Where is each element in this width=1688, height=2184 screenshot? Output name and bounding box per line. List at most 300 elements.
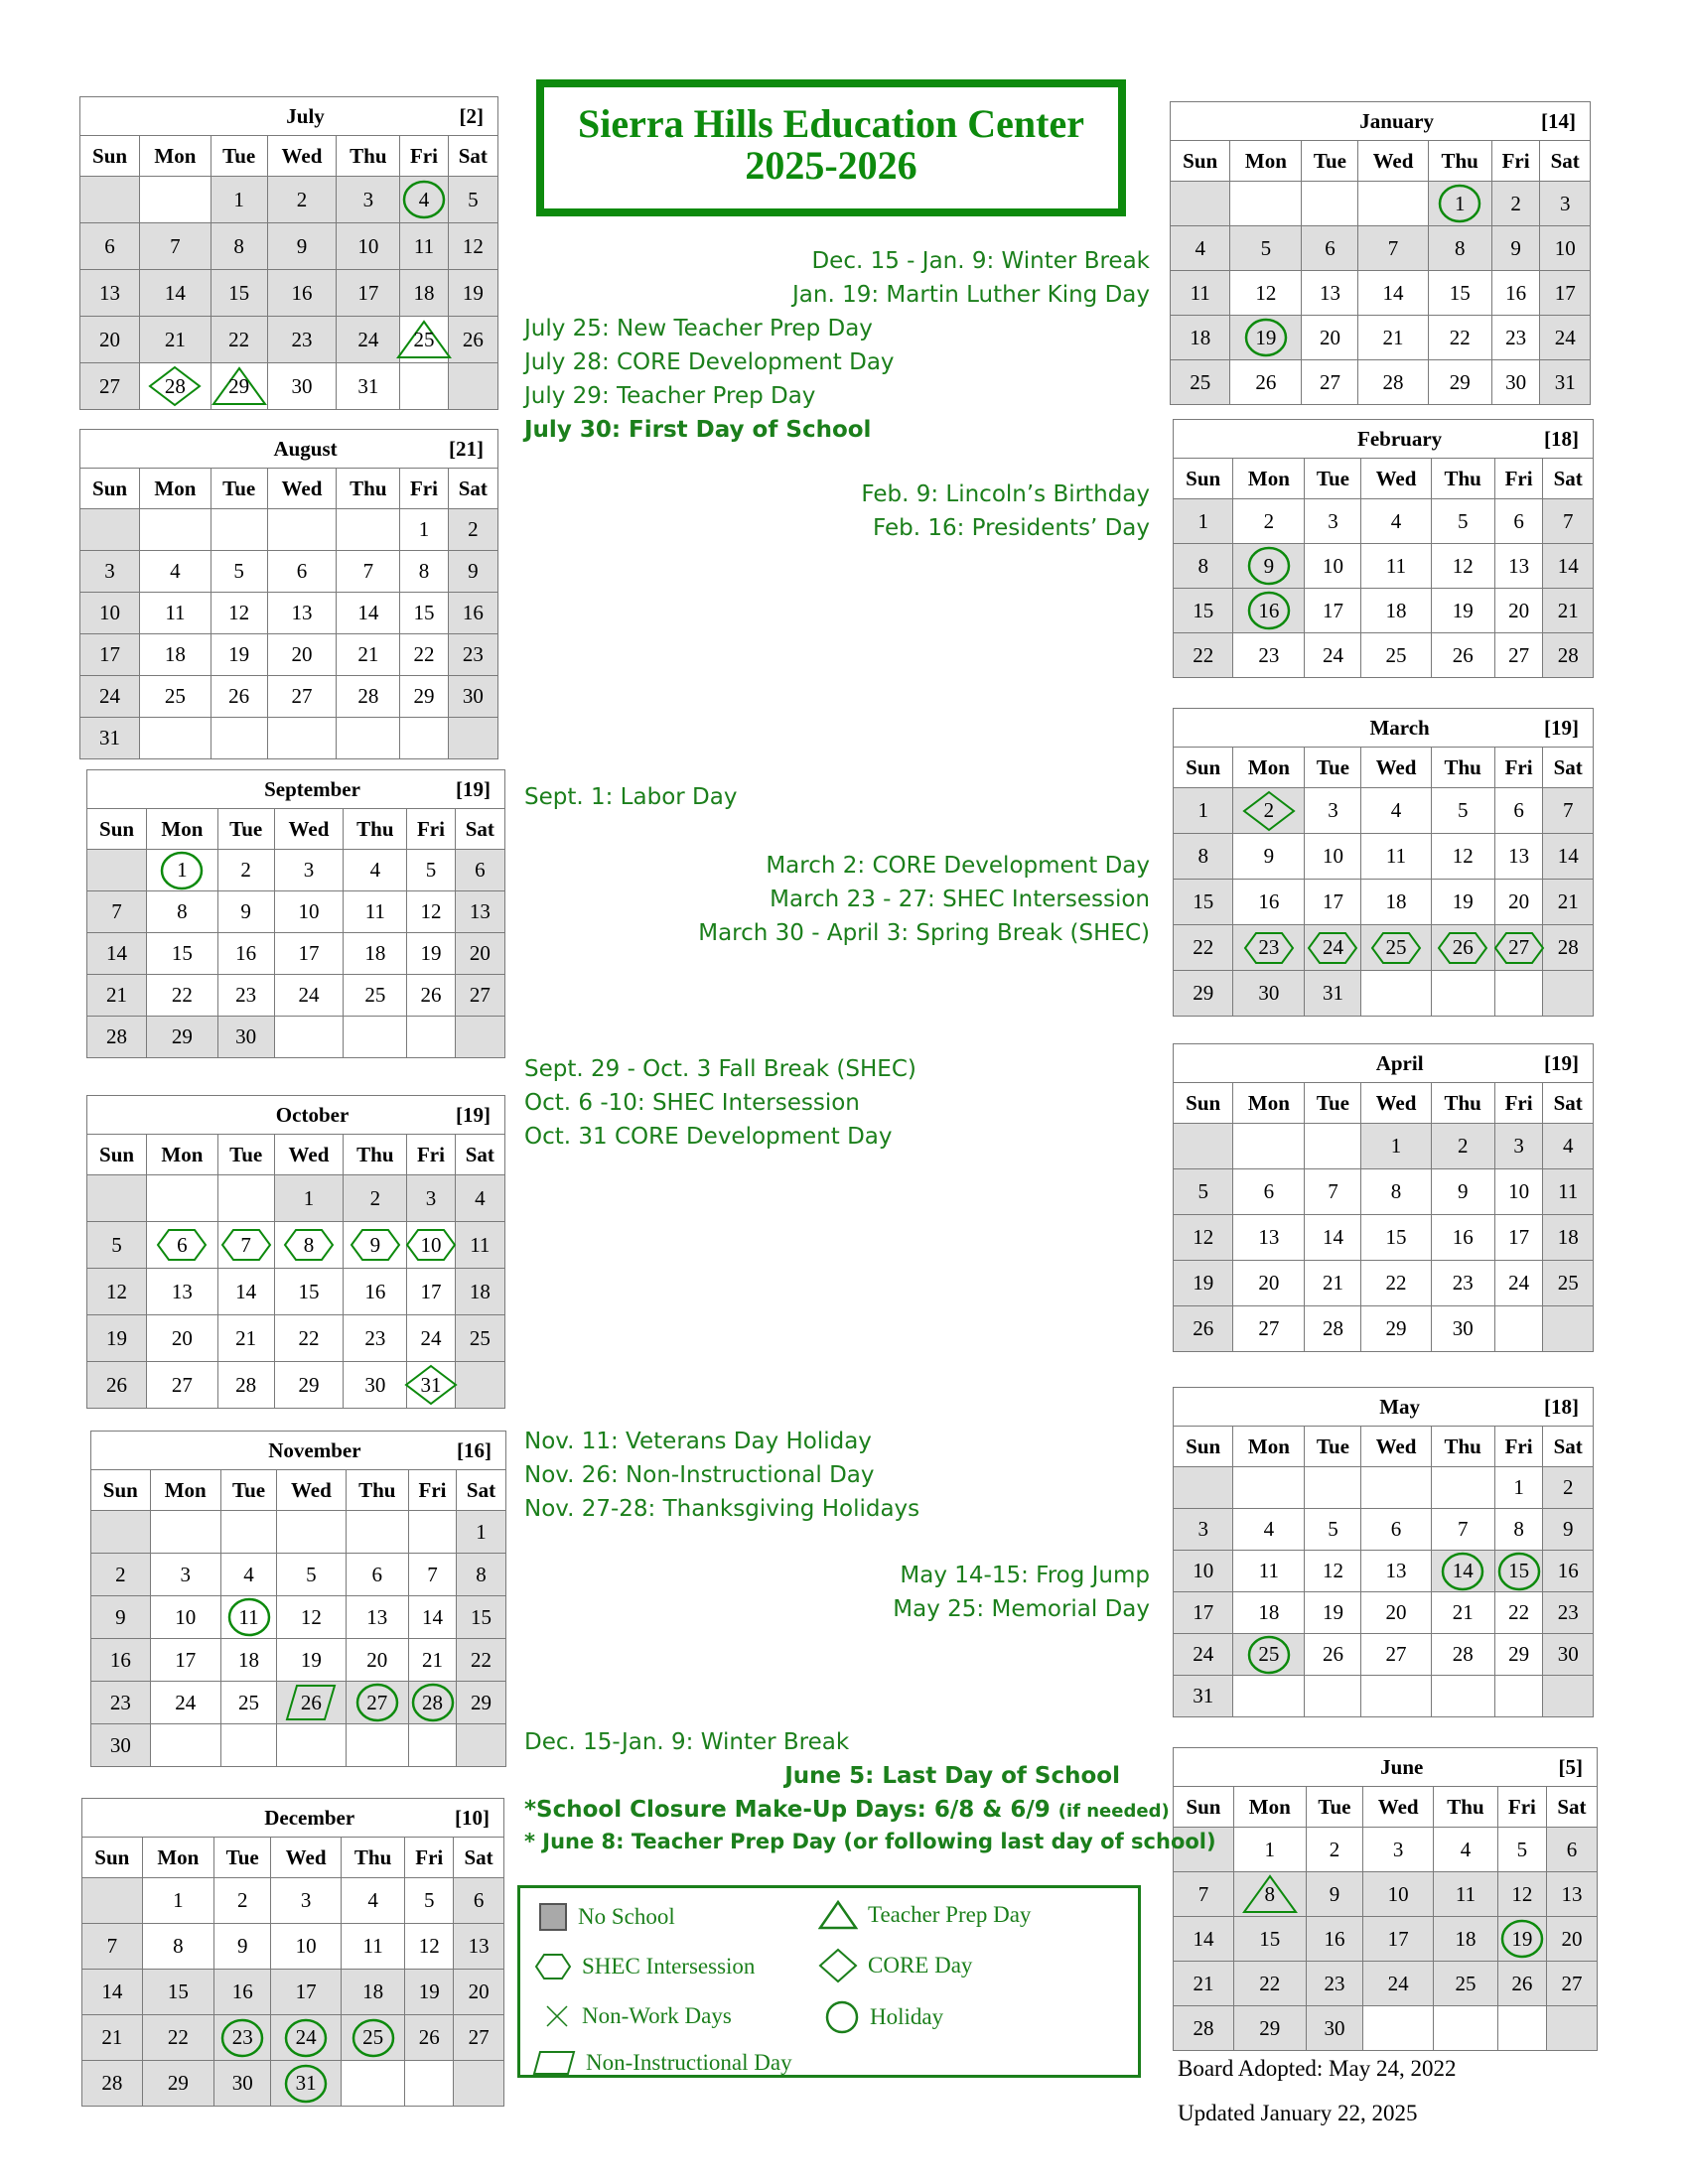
day-cell — [1233, 788, 1305, 834]
day-cell — [91, 1554, 151, 1596]
day-number: 22 — [1193, 642, 1214, 667]
day-number: 28 — [1193, 2015, 1214, 2040]
day-cell — [1305, 971, 1361, 1017]
day-cell — [1494, 1261, 1543, 1306]
day-cell — [337, 223, 400, 270]
empty-cell — [211, 718, 267, 759]
day-cell — [409, 1682, 457, 1724]
day-number: 12 — [1255, 280, 1277, 305]
month-day-count: [21] — [400, 430, 498, 469]
day-number: 28 — [1452, 1642, 1474, 1666]
day-number: 28 — [1557, 642, 1579, 667]
day-number: 18 — [1455, 1926, 1477, 1951]
month-day-count: [2] — [400, 97, 498, 136]
day-number: 18 — [364, 941, 386, 965]
calendar-may — [1173, 1387, 1594, 1717]
empty-cell — [409, 1724, 457, 1767]
day-number: 11 — [1190, 280, 1210, 305]
empty-cell — [267, 718, 337, 759]
weekday-header: Tue — [220, 1470, 276, 1511]
day-cell — [341, 1924, 405, 1970]
day-cell — [1491, 271, 1540, 316]
empty-cell — [1546, 2006, 1597, 2051]
day-number: 2 — [1263, 798, 1275, 822]
day-cell — [1361, 1551, 1431, 1592]
day-cell — [1361, 1124, 1431, 1169]
day-cell — [91, 1682, 151, 1724]
day-cell — [277, 1596, 346, 1639]
day-cell — [344, 1269, 407, 1315]
day-number: 9 — [1562, 1517, 1574, 1541]
day-cell — [1494, 880, 1543, 925]
day-number: 5 — [1328, 1517, 1338, 1541]
day-cell — [1233, 1551, 1305, 1592]
empty-cell — [80, 509, 140, 551]
month-day-count: [14] — [1491, 102, 1590, 141]
day-number: 26 — [1511, 1971, 1533, 1995]
day-cell — [455, 1175, 504, 1222]
day-number: 4 — [475, 1185, 486, 1210]
day-cell — [80, 593, 140, 634]
day-cell — [1431, 544, 1494, 589]
day-number: 26 — [300, 1690, 322, 1714]
day-number: 23 — [1324, 1971, 1345, 1995]
day-cell — [454, 2015, 504, 2061]
day-number: 5 — [1516, 1837, 1528, 1861]
day-number: 17 — [99, 642, 121, 666]
day-number: 27 — [1385, 1642, 1407, 1666]
day-number: 19 — [1193, 1271, 1214, 1295]
day-number: 17 — [175, 1647, 197, 1672]
day-number: 1 — [233, 187, 244, 211]
weekday-header: Mon — [1230, 141, 1302, 182]
day-cell — [147, 1017, 218, 1058]
day-number: 6 — [296, 559, 308, 583]
day-number: 16 — [291, 280, 313, 305]
day-cell — [1233, 1261, 1305, 1306]
day-number: 22 — [413, 642, 435, 666]
weekday-header: Mon — [140, 136, 211, 177]
day-number: 12 — [418, 1934, 440, 1958]
day-number: 5 — [1260, 235, 1272, 260]
day-number: 8 — [177, 899, 188, 923]
day-cell — [1494, 1634, 1543, 1676]
day-cell — [147, 975, 218, 1017]
weekday-header: Thu — [1434, 1787, 1498, 1828]
day-number: 21 — [1452, 1600, 1474, 1624]
day-cell — [400, 676, 448, 718]
day-number: 15 — [1449, 280, 1471, 305]
day-number: 16 — [1452, 1225, 1474, 1249]
day-cell — [271, 2015, 341, 2061]
day-cell — [1305, 1551, 1361, 1592]
calendar-april — [1173, 1043, 1594, 1352]
empty-cell — [1305, 1676, 1361, 1717]
day-cell — [405, 1924, 454, 1970]
day-number: 21 — [106, 983, 128, 1007]
day-cell — [454, 1970, 504, 2015]
day-cell — [217, 1222, 274, 1269]
day-cell — [1543, 633, 1594, 678]
day-cell — [82, 2061, 143, 2107]
day-number: 6 — [473, 1888, 485, 1912]
day-cell — [448, 551, 497, 593]
day-number: 25 — [1258, 1642, 1280, 1666]
day-cell — [1361, 925, 1431, 971]
day-cell — [1230, 360, 1302, 405]
day-cell — [1361, 1306, 1431, 1352]
day-cell — [150, 1596, 220, 1639]
day-cell — [1434, 1872, 1498, 1917]
day-cell — [147, 891, 218, 933]
day-number: 19 — [1452, 598, 1474, 622]
day-cell — [91, 1596, 151, 1639]
day-cell — [217, 1269, 274, 1315]
day-number: 14 — [357, 601, 379, 624]
calendar-september — [86, 769, 505, 1058]
day-cell — [267, 676, 337, 718]
day-number: 13 — [469, 899, 491, 923]
day-number: 26 — [228, 684, 250, 708]
weekday-header: Wed — [267, 469, 337, 509]
day-cell — [1431, 633, 1494, 678]
day-cell — [1543, 1124, 1594, 1169]
day-cell — [87, 891, 147, 933]
day-cell — [407, 1222, 455, 1269]
weekday-header: Mon — [1233, 748, 1305, 788]
day-number: 8 — [476, 1562, 487, 1586]
day-cell — [140, 363, 211, 410]
legend-non-work-label: Non-Work Days — [582, 2003, 732, 2028]
day-cell — [80, 223, 140, 270]
month-name: February — [1305, 420, 1494, 459]
legend-holiday-label: Holiday — [870, 2004, 944, 2029]
month-day-count: [5] — [1497, 1748, 1597, 1787]
day-cell — [344, 1315, 407, 1362]
day-cell — [400, 509, 448, 551]
note-thanksgiving: Nov. 27-28: Thanksgiving Holidays — [524, 1496, 920, 1522]
day-number: 30 — [235, 1024, 257, 1048]
day-cell — [1494, 925, 1543, 971]
weekday-header: Mon — [142, 1838, 213, 1878]
weekday-header: Tue — [1305, 459, 1361, 499]
day-cell — [87, 1269, 147, 1315]
day-number: 12 — [106, 1279, 128, 1303]
empty-cell — [1431, 971, 1494, 1017]
month-day-count: [18] — [1494, 1388, 1593, 1427]
day-cell — [274, 1222, 344, 1269]
day-number: 15 — [228, 280, 250, 305]
day-number: 12 — [462, 233, 484, 258]
day-cell — [1543, 1261, 1594, 1306]
weekday-header: Thu — [346, 1470, 409, 1511]
day-number: 1 — [1454, 191, 1466, 215]
day-number: 29 — [171, 1024, 193, 1048]
day-number: 5 — [1457, 508, 1469, 533]
empty-cell — [82, 1878, 143, 1924]
day-cell — [1302, 316, 1358, 360]
day-cell — [220, 1682, 276, 1724]
day-number: 16 — [1258, 889, 1280, 913]
no-school-swatch-icon — [538, 1902, 568, 1932]
empty-cell — [274, 1017, 344, 1058]
day-number: 3 — [362, 187, 374, 211]
day-number: 27 — [1258, 1316, 1280, 1340]
day-cell — [1306, 2006, 1363, 2051]
day-cell — [140, 551, 211, 593]
weekday-header: Wed — [274, 809, 344, 850]
empty-cell — [1230, 182, 1302, 226]
weekday-header: Fri — [1494, 1083, 1543, 1124]
day-number: 20 — [1508, 889, 1530, 913]
day-number: 30 — [1452, 1316, 1474, 1340]
day-number: 31 — [99, 726, 121, 750]
day-cell — [1174, 1306, 1233, 1352]
day-cell — [82, 1924, 143, 1970]
day-cell — [1540, 360, 1591, 405]
empty-cell — [267, 509, 337, 551]
day-cell — [1494, 1169, 1543, 1215]
day-number: 18 — [164, 642, 186, 666]
day-cell — [1543, 880, 1594, 925]
day-number: 5 — [425, 858, 437, 882]
day-cell — [1174, 1169, 1233, 1215]
day-cell — [1428, 182, 1491, 226]
day-cell — [217, 1362, 274, 1409]
day-number: 26 — [418, 2025, 440, 2049]
weekday-header: Wed — [271, 1838, 341, 1878]
day-number: 9 — [1329, 1881, 1340, 1906]
day-cell — [274, 850, 344, 891]
day-cell — [1358, 271, 1428, 316]
day-cell — [211, 270, 267, 317]
weekday-header: Mon — [1233, 1083, 1305, 1124]
day-number: 21 — [1193, 1971, 1214, 1995]
day-cell — [341, 1970, 405, 2015]
day-cell — [1358, 316, 1428, 360]
day-cell — [91, 1724, 151, 1767]
legend-no-school-label: No School — [578, 1904, 675, 1929]
day-number: 3 — [104, 559, 115, 583]
day-number: 29 — [228, 373, 250, 398]
legend-teacher-prep-label: Teacher Prep Day — [868, 1902, 1032, 1927]
month-day-count: [16] — [409, 1432, 506, 1470]
day-number: 13 — [1508, 553, 1530, 578]
day-cell — [344, 1222, 407, 1269]
month-day-count: [10] — [405, 1799, 504, 1838]
weekday-header: Mon — [1233, 1427, 1305, 1467]
weekday-header: Mon — [147, 1135, 218, 1175]
day-number: 24 — [420, 1325, 442, 1350]
day-cell — [140, 223, 211, 270]
weekday-header: Tue — [217, 1135, 274, 1175]
day-cell — [1494, 1467, 1543, 1509]
day-number: 24 — [1554, 325, 1576, 349]
day-number: 24 — [1387, 1971, 1409, 1995]
day-number: 15 — [413, 601, 435, 624]
day-number: 16 — [1557, 1559, 1579, 1582]
weekday-header: Sun — [1174, 1083, 1233, 1124]
day-number: 9 — [1263, 553, 1275, 578]
day-number: 2 — [115, 1562, 126, 1586]
day-number: 9 — [369, 1232, 381, 1257]
day-number: 29 — [1193, 981, 1214, 1005]
day-cell — [211, 223, 267, 270]
weekday-header: Thu — [1431, 1427, 1494, 1467]
day-number: 26 — [420, 983, 442, 1007]
day-cell — [456, 1511, 505, 1554]
empty-cell — [220, 1511, 276, 1554]
day-number: 26 — [1193, 1316, 1214, 1340]
day-number: 23 — [1557, 1600, 1579, 1624]
month-name: November — [220, 1432, 408, 1470]
day-cell — [91, 1639, 151, 1682]
weekday-header: Mon — [150, 1470, 220, 1511]
day-number: 28 — [1557, 935, 1579, 959]
day-number: 1 — [476, 1519, 487, 1544]
day-number: 5 — [233, 559, 244, 583]
empty-cell — [1543, 1306, 1594, 1352]
day-number: 31 — [295, 2071, 317, 2095]
day-number: 27 — [1319, 369, 1340, 394]
updated-date: Updated January 22, 2025 — [1178, 2101, 1418, 2125]
note-winter-break-2: Dec. 15-Jan. 9: Winter Break — [524, 1729, 850, 1755]
day-number: 29 — [1259, 2015, 1281, 2040]
day-number: 16 — [364, 1279, 386, 1303]
day-cell — [271, 1878, 341, 1924]
empty-cell — [220, 1724, 276, 1767]
day-cell — [405, 2015, 454, 2061]
month-name: May — [1305, 1388, 1494, 1427]
day-number: 18 — [1258, 1600, 1280, 1624]
day-number: 12 — [1322, 1559, 1343, 1582]
day-cell — [344, 891, 407, 933]
day-cell — [1497, 1917, 1546, 1962]
day-number: 25 — [1190, 369, 1211, 394]
empty-cell — [1305, 1124, 1361, 1169]
day-cell — [1428, 316, 1491, 360]
day-number: 11 — [165, 601, 186, 624]
empty-cell — [1434, 2006, 1498, 2051]
legend-core-label: CORE Day — [868, 1953, 973, 1978]
day-number: 7 — [1197, 1881, 1209, 1906]
day-cell — [1174, 1634, 1233, 1676]
day-cell — [1233, 633, 1305, 678]
day-number: 23 — [1505, 325, 1527, 349]
day-cell — [1361, 589, 1431, 633]
legend-non-work — [542, 2001, 732, 2031]
weekday-header: Wed — [1363, 1787, 1434, 1828]
day-cell — [409, 1554, 457, 1596]
day-number: 11 — [1258, 1559, 1279, 1582]
day-number: 12 — [1452, 553, 1474, 578]
day-number: 18 — [413, 280, 435, 305]
empty-cell — [1361, 971, 1431, 1017]
day-number: 9 — [1510, 235, 1521, 260]
day-number: 12 — [1452, 844, 1474, 868]
day-number: 20 — [468, 1979, 490, 2003]
day-number: 10 — [175, 1604, 197, 1629]
day-number: 15 — [1508, 1559, 1530, 1582]
day-cell — [1543, 1634, 1594, 1676]
weekday-header: Fri — [1497, 1787, 1546, 1828]
day-cell — [407, 933, 455, 975]
day-cell — [1306, 1828, 1363, 1872]
day-number: 27 — [1561, 1971, 1583, 1995]
day-cell — [1305, 1592, 1361, 1634]
day-cell — [1174, 499, 1233, 544]
weekday-header: Thu — [337, 469, 400, 509]
day-cell — [1233, 834, 1305, 880]
day-cell — [274, 975, 344, 1017]
day-number: 21 — [1557, 598, 1579, 622]
weekday-header: Mon — [1233, 1787, 1306, 1828]
calendar-december — [81, 1798, 504, 2107]
day-number: 2 — [240, 858, 251, 882]
day-cell — [277, 1682, 346, 1724]
empty-cell — [455, 1017, 504, 1058]
note-new-teacher: July 25: New Teacher Prep Day — [524, 316, 873, 341]
weekday-header: Fri — [407, 1135, 455, 1175]
day-number: 13 — [291, 601, 313, 624]
day-number: 11 — [238, 1604, 259, 1629]
weekday-header: Sun — [91, 1470, 151, 1511]
day-number: 17 — [420, 1279, 442, 1303]
day-number: 29 — [1385, 1316, 1407, 1340]
day-number: 10 — [357, 233, 379, 258]
day-cell — [1305, 1215, 1361, 1261]
day-cell — [1230, 271, 1302, 316]
day-cell — [267, 551, 337, 593]
day-number: 14 — [106, 941, 128, 965]
day-cell — [82, 1970, 143, 2015]
day-number: 28 — [164, 373, 186, 398]
day-number: 21 — [1322, 1271, 1343, 1295]
day-number: 3 — [1197, 1517, 1208, 1541]
day-cell — [1543, 925, 1594, 971]
day-number: 18 — [1385, 598, 1407, 622]
day-number: 13 — [1385, 1559, 1407, 1582]
day-cell — [1233, 880, 1305, 925]
day-cell — [448, 177, 497, 223]
month-name: January — [1302, 102, 1491, 141]
weekday-header: Wed — [274, 1135, 344, 1175]
day-cell — [214, 2061, 271, 2107]
day-number: 20 — [1258, 1271, 1280, 1295]
empty-cell — [1494, 1306, 1543, 1352]
day-number: 7 — [106, 1934, 118, 1958]
day-number: 14 — [1557, 844, 1579, 868]
day-cell — [1434, 1962, 1498, 2006]
day-number: 13 — [1508, 844, 1530, 868]
day-number: 24 — [1508, 1271, 1530, 1295]
day-cell — [211, 363, 267, 410]
month-day-count: [19] — [407, 770, 505, 809]
day-number: 2 — [1457, 1134, 1469, 1158]
weekday-header: Fri — [409, 1470, 457, 1511]
empty-cell — [1174, 1467, 1233, 1509]
day-number: 1 — [303, 1185, 315, 1210]
day-number: 30 — [1258, 981, 1280, 1005]
day-cell — [1543, 544, 1594, 589]
day-number: 5 — [1457, 798, 1469, 822]
day-cell — [448, 509, 497, 551]
month-name: March — [1305, 709, 1494, 748]
day-number: 1 — [1390, 1134, 1402, 1158]
day-cell — [142, 2015, 213, 2061]
day-number: 24 — [298, 983, 320, 1007]
day-cell — [1546, 1917, 1597, 1962]
